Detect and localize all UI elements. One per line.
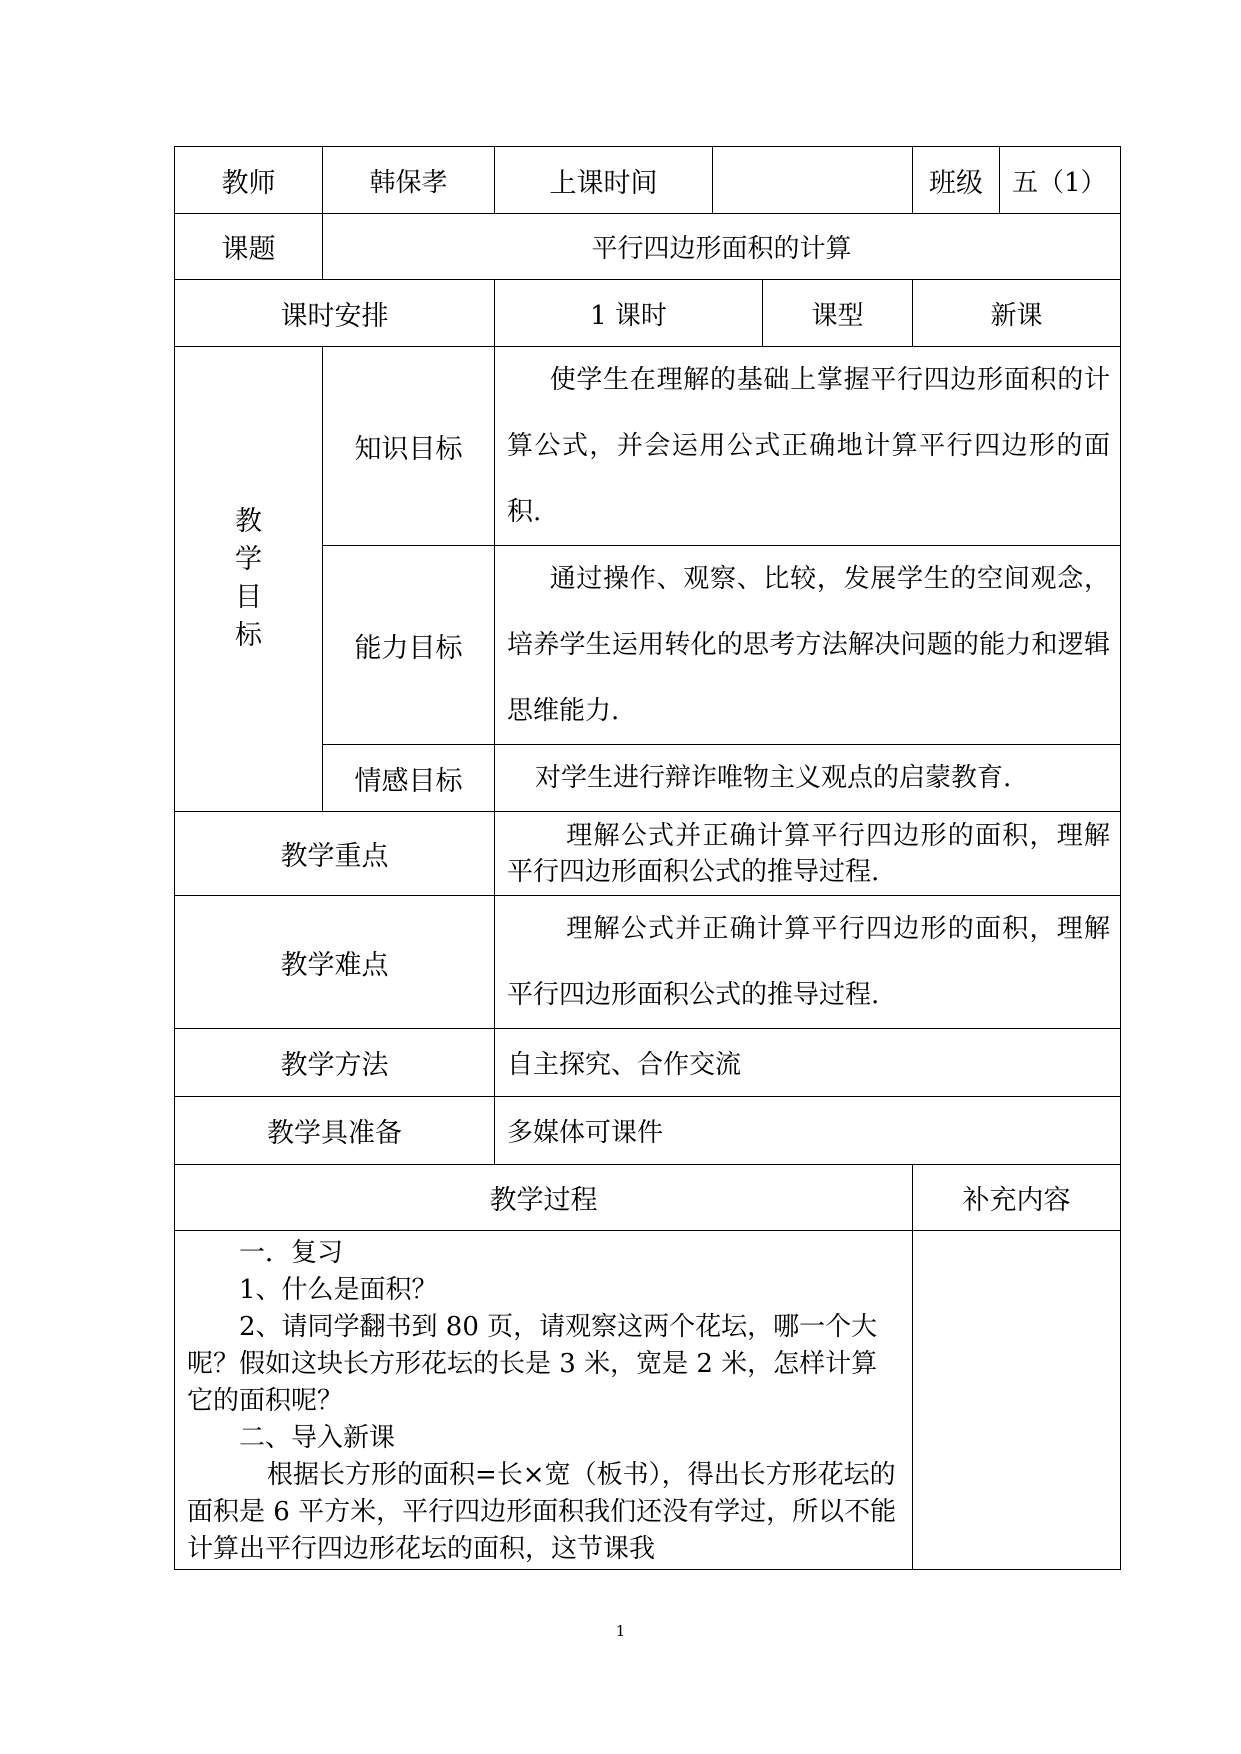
process-paragraph: 1、什么是面积？ <box>239 1275 438 1305</box>
schedule-row <box>175 280 1121 347</box>
process-header-row <box>175 1165 1121 1231</box>
methods-value: 自主探究、合作交流 <box>495 1029 1121 1097</box>
difficulties-text: 理解公式并正确计算平行四边形的面积，理解平行四边形面积公式的推导过程. <box>495 896 1121 1029</box>
objectives-label-char: 学 <box>235 544 262 575</box>
topic-value: 平行四边形面积的计算 <box>323 214 1121 280</box>
lesson-plan-table <box>174 146 1121 1570</box>
schedule-value: 1 课时 <box>495 280 763 347</box>
teacher-label: 教师 <box>175 147 323 214</box>
emotion-objective-text: 对学生进行辩诈唯物主义观点的启蒙教育. <box>495 745 1121 812</box>
objectives-label <box>175 347 323 812</box>
process-paragraph: 2、请同学翻书到 80 页，请观察这两个花坛，哪一个大呢？假如这块长方形花坛的长是 3 米，宽是 2 米，怎样计算它的面积呢？ <box>187 1312 878 1416</box>
supplement-label: 补充内容 <box>913 1165 1121 1231</box>
methods-label: 教学方法 <box>175 1029 495 1097</box>
header-row <box>175 147 1121 214</box>
key-points-text: 理解公式并正确计算平行四边形的面积，理解平行四边形面积公式的推导过程. <box>495 812 1121 896</box>
topic-row <box>175 214 1121 280</box>
objectives-label-char: 目 <box>235 582 262 613</box>
key-points-row <box>175 812 1121 896</box>
objectives-label-char: 教 <box>235 506 262 537</box>
ability-objective-text: 通过操作、观察、比较，发展学生的空间观念，培养学生运用转化的思考方法解决问题的能力和逻辑思维能力. <box>495 546 1121 745</box>
tools-label: 教学具准备 <box>175 1097 495 1165</box>
ability-objective-label: 能力目标 <box>323 546 495 745</box>
objectives-label-char: 标 <box>235 620 262 651</box>
knowledge-objective-text: 使学生在理解的基础上掌握平行四边形面积的计算公式，并会运用公式正确地计算平行四边形的面积. <box>495 347 1121 546</box>
page-number: 1 <box>615 1622 626 1640</box>
emotion-objective-label: 情感目标 <box>323 745 495 812</box>
knowledge-objective-row <box>175 347 1121 546</box>
process-content-row <box>175 1231 1121 1570</box>
lesson-type-value: 新课 <box>913 280 1121 347</box>
schedule-label: 课时安排 <box>175 280 495 347</box>
difficulties-row <box>175 896 1121 1029</box>
topic-label: 课题 <box>175 214 323 280</box>
process-label: 教学过程 <box>175 1165 913 1231</box>
process-paragraph: 二、导入新课 <box>239 1423 396 1453</box>
process-paragraph: 一．复习 <box>239 1238 344 1268</box>
class-value: 五（1） <box>1000 147 1121 214</box>
tools-row <box>175 1097 1121 1165</box>
supplement-content <box>913 1231 1121 1570</box>
class-label: 班级 <box>913 147 1000 214</box>
lesson-type-label: 课型 <box>763 280 913 347</box>
methods-row <box>175 1029 1121 1097</box>
teacher-name: 韩保孝 <box>323 147 495 214</box>
tools-value: 多媒体可课件 <box>495 1097 1121 1165</box>
class-time-label: 上课时间 <box>495 147 713 214</box>
class-time-value <box>713 147 913 214</box>
process-paragraph: 根据长方形的面积=长×宽（板书），得出长方形花坛的面积是 6 平方米，平行四边形面积我们还没有学过，所以不能计算出平行四边形花坛的面积，这节课我 <box>187 1460 897 1564</box>
difficulties-label: 教学难点 <box>175 896 495 1029</box>
process-content <box>175 1231 913 1570</box>
knowledge-objective-label: 知识目标 <box>323 347 495 546</box>
key-points-label: 教学重点 <box>175 812 495 896</box>
